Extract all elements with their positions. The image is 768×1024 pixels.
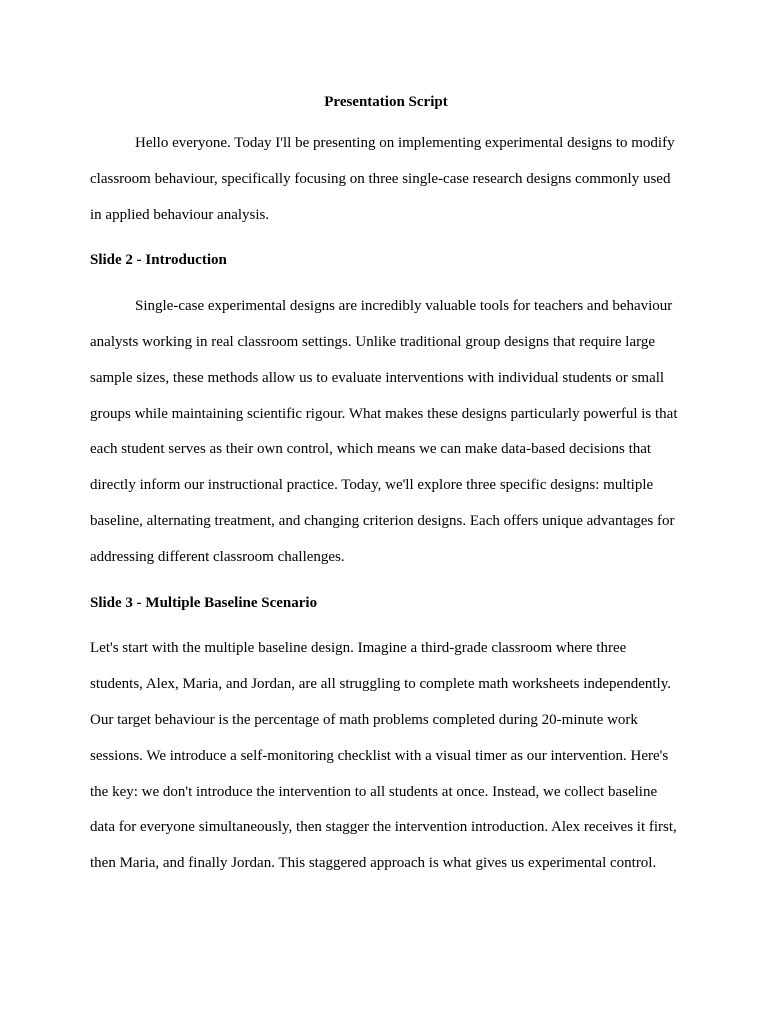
intro-paragraph: Hello everyone. Today I'll be presenting on implementing experimental designs to modify classroom behaviour, specifically focusing on three single-case research designs commonly used in applied behaviour analysis. <box>90 135 675 223</box>
slide-3-paragraph: Let's start with the multiple baseline design. Imagine a third-grade classroom where three students, Alex, Maria, and Jordan, are all struggling to complete math worksheets independently. Our target behaviour is the percentage of math problems completed during 20-minute work sessions. We introduce a self-monitoring checklist with a visual timer as our intervention. Here's the key: we don't introduce the intervention to all students at once. Instead, we collect baseline data for everyone simultaneously, then stagger the intervention introduction. Alex receives it first, then Maria, and finally Jordan. This staggered approach is what gives us experimental control. <box>90 640 677 872</box>
document-body <box>90 88 682 882</box>
slide-3-heading: Slide 3 - Multiple Baseline Scenario <box>90 594 318 611</box>
slide-2-heading: Slide 2 - Introduction <box>90 252 227 269</box>
document-title: Presentation Script <box>324 94 448 110</box>
slide-2-paragraph: Single-case experimental designs are incredibly valuable tools for teachers and behaviour analysts working in real classroom settings. Unlike traditional group designs that require large sample sizes, these methods allow us to evaluate interventions with individual students or small groups while maintaining scientific rigour. What makes these designs particularly powerful is that each student serves as their own control, which means we can make data-based decisions that directly inform our instructional practice. Today, we'll explore three specific designs: multiple baseline, alternating treatment, and changing criterion designs. Each offers unique advantages for addressing different classroom challenges. <box>90 298 678 565</box>
